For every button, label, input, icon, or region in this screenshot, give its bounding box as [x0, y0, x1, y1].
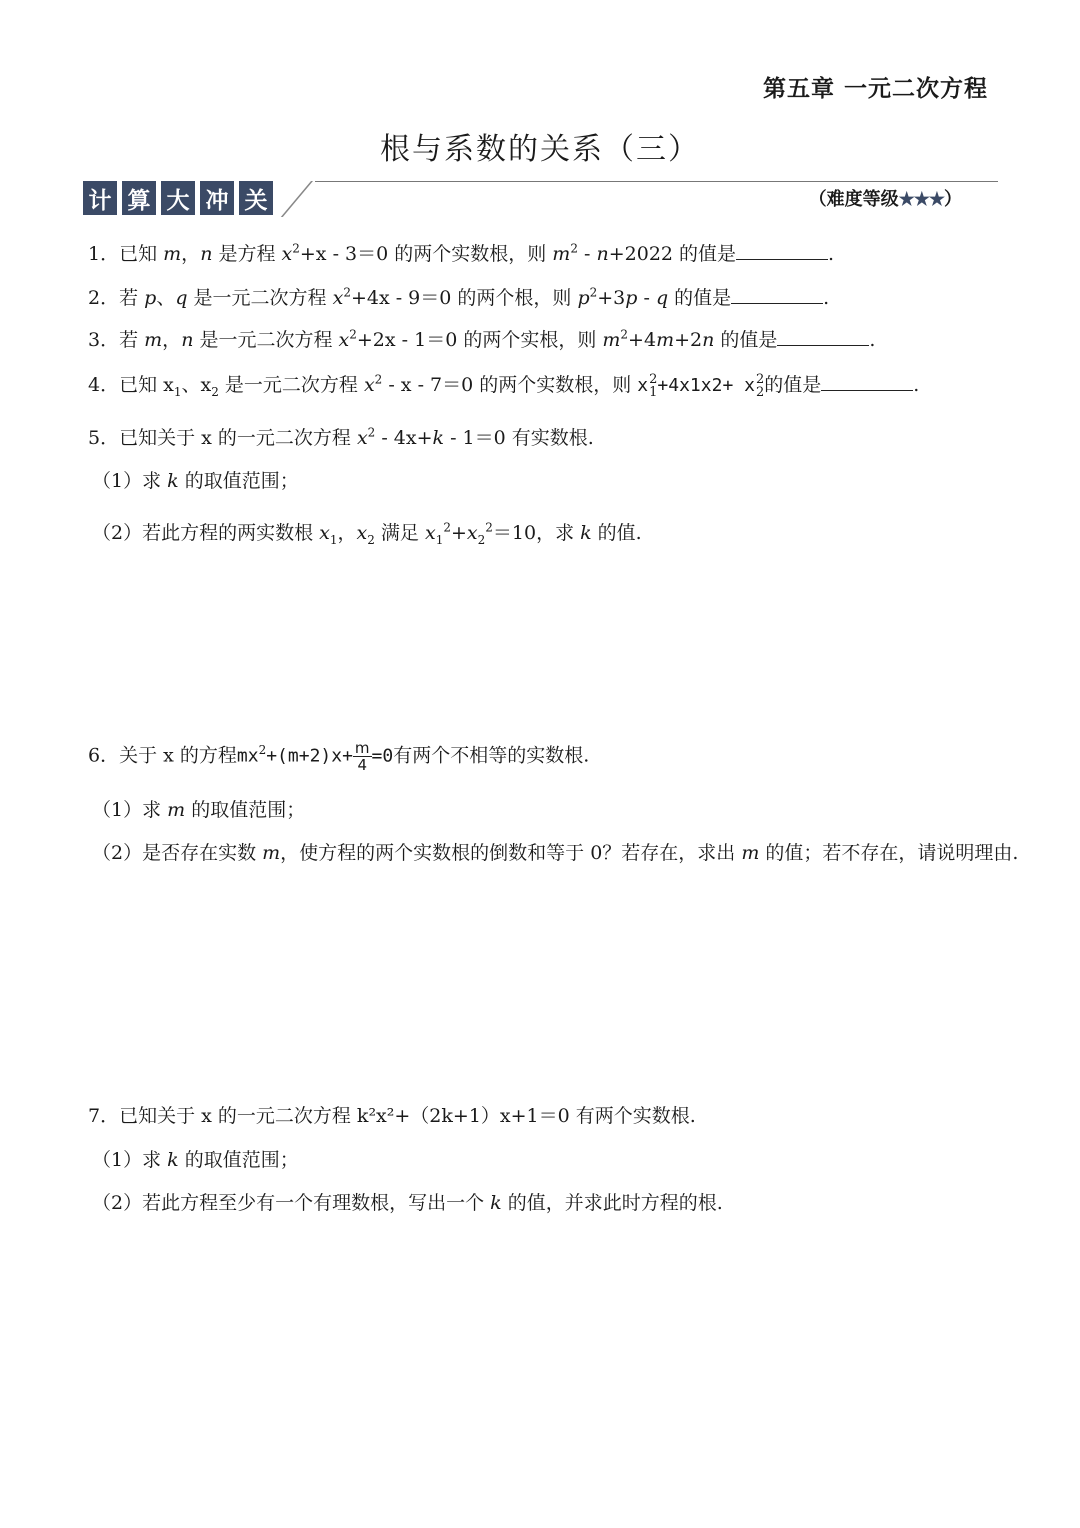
question-7: 7．已知关于 x 的一元二次方程 k²x²+（2k+1）x+1＝0 有两个实数根.	[88, 1105, 696, 1127]
question-4: 4．已知 $x_1$、$x_2$ 是一元二次方程 $x^2 - x - 7=0$ 的两个实数根，则 x 2 1 +4x1x2+ x 2 2 的值是 .	[88, 372, 920, 400]
answer-blank[interactable]	[731, 302, 823, 304]
question-3: 3．若 m，n 是一元二次方程 $x^2+2x - 1=0$ 的两个实根，则 $m^2+4m+2n$ 的值是 .	[88, 327, 876, 351]
question-5: 5．已知关于 x 的一元二次方程 $x^2 - 4x+k - 1=0$ 有实数根.	[88, 425, 594, 449]
question-5-part-1: （1）求 k 的取值范围；	[92, 470, 299, 492]
banner-char: 冲	[200, 181, 234, 215]
question-1: 1．已知 m，n 是方程 $x^2+x - 3=0$ 的两个实数根，则 $m^2 - n+2022$ 的值是 .	[88, 241, 835, 265]
question-6: 6．关于 x 的方程$mx^2+(m+2)x+$ $\frac{m}{4}$ =0有两个不相等的实数根.	[88, 739, 590, 774]
answer-blank[interactable]	[777, 344, 869, 346]
question-7-part-1: （1）求 k 的取值范围；	[92, 1149, 299, 1171]
answer-blank[interactable]	[736, 258, 828, 260]
difficulty-rating: （难度等级★★★）	[808, 189, 962, 210]
banner-char: 关	[239, 181, 273, 215]
question-5-part-2: （2）若此方程的两实数根 $x_1$，$x_2$ 满足 $x_1^2+x_2^2=10$，求 k 的值.	[92, 520, 642, 547]
question-6-part-2: （2）是否存在实数 m，使方程的两个实数根的倒数和等于 0？若存在，求出 m 的值；若不存在，请说明理由.	[92, 842, 1019, 864]
answer-blank[interactable]	[821, 389, 913, 391]
banner-divider	[315, 181, 998, 182]
star-icon: ★★★	[898, 189, 944, 210]
question-6-part-1: （1）求 m 的取值范围；	[92, 799, 306, 821]
fraction: $\frac{m}{4}$	[354, 739, 370, 774]
chapter-heading: 第五章 一元二次方程	[762, 75, 988, 102]
page-title: 根与系数的关系（三）	[380, 132, 700, 167]
banner-slash	[281, 181, 313, 217]
banner-char: 计	[83, 181, 117, 215]
question-7-part-2: （2）若此方程至少有一个有理数根，写出一个 k 的值，并求此时方程的根.	[92, 1192, 723, 1214]
banner-char: 算	[122, 181, 156, 215]
question-2: 2．若 p、q 是一元二次方程 $x^2+4x - 9=0$ 的两个根，则 $p^2+3p - q$ 的值是 .	[88, 285, 830, 309]
banner-char: 大	[161, 181, 195, 215]
